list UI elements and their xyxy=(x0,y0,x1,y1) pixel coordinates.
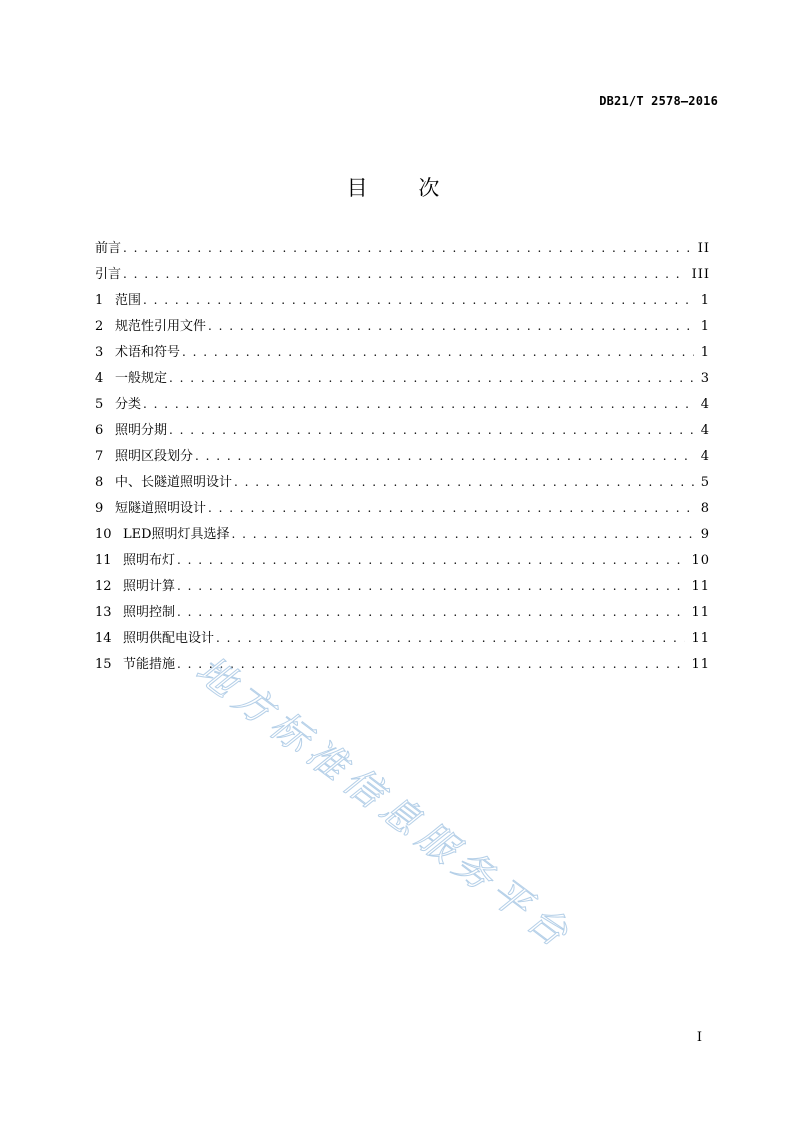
toc-leader-dots xyxy=(232,524,694,544)
toc-entry-label: 照明布灯 xyxy=(123,553,176,568)
toc-leader-dots xyxy=(143,394,694,414)
toc-entry-label: 引言 xyxy=(95,267,122,282)
toc-entry-label: 范围 xyxy=(115,293,142,308)
toc-leader-dots xyxy=(208,498,694,518)
toc-entry-number: 9 xyxy=(95,501,104,516)
toc-entry-page: 4 xyxy=(700,423,710,438)
toc-entry-1[interactable] xyxy=(95,290,710,316)
toc-entry-page: 11 xyxy=(691,631,710,646)
toc-entry-11[interactable] xyxy=(95,550,710,576)
toc-entry-number: 4 xyxy=(95,371,104,386)
toc-entry-7[interactable] xyxy=(95,446,710,472)
toc-entry-number: 11 xyxy=(95,553,112,568)
toc-entry-4[interactable] xyxy=(95,368,710,394)
page-title: 目 次 xyxy=(346,176,462,200)
toc-leader-dots xyxy=(234,472,694,492)
toc-leader-dots xyxy=(182,342,694,362)
toc-entry-label: 照明供配电设计 xyxy=(123,631,215,646)
toc-entry-label: 中、长隧道照明设计 xyxy=(115,475,233,490)
toc-leader-dots xyxy=(216,628,685,648)
toc-entry-label: 照明分期 xyxy=(115,423,168,438)
toc-entry-page: 9 xyxy=(700,527,710,542)
watermark: 地方标准信息服务平台 xyxy=(188,647,582,960)
toc-entry-page: 3 xyxy=(700,371,710,386)
toc-entry-introduction[interactable] xyxy=(95,264,710,290)
toc-entry-9[interactable] xyxy=(95,498,710,524)
toc-entry-page: II xyxy=(697,241,710,256)
toc-leader-dots xyxy=(177,576,685,596)
toc-entry-number: 7 xyxy=(95,449,104,464)
toc-entry-5[interactable] xyxy=(95,394,710,420)
toc-entry-13[interactable] xyxy=(95,602,710,628)
toc-entry-page: 11 xyxy=(691,579,710,594)
toc-entry-number: 3 xyxy=(95,345,104,360)
toc-entry-label: LED照明灯具选择 xyxy=(123,527,230,542)
toc-entry-page: 11 xyxy=(691,657,710,672)
toc-entry-number: 10 xyxy=(95,527,112,542)
toc-entry-page: 1 xyxy=(700,319,710,334)
toc-entry-page: 1 xyxy=(700,293,710,308)
toc-entry-label: 规范性引用文件 xyxy=(115,319,207,334)
toc-leader-dots xyxy=(123,264,686,284)
toc-leader-dots xyxy=(195,446,694,466)
toc-entry-8[interactable] xyxy=(95,472,710,498)
toc-entry-page: 1 xyxy=(700,345,710,360)
toc-entry-page: 4 xyxy=(700,397,710,412)
document-code: DB21/T 2578—2016 xyxy=(599,94,718,108)
toc-entry-12[interactable] xyxy=(95,576,710,602)
toc-entry-label: 照明计算 xyxy=(123,579,176,594)
toc-entry-number: 5 xyxy=(95,397,104,412)
toc-entry-number: 15 xyxy=(95,657,112,672)
toc-entry-foreword[interactable] xyxy=(95,238,710,264)
toc-entry-page: 10 xyxy=(691,553,710,568)
toc-entry-label: 照明区段划分 xyxy=(115,449,194,464)
toc-entry-number: 6 xyxy=(95,423,104,438)
toc-entry-page: III xyxy=(691,267,710,282)
toc-entry-number: 12 xyxy=(95,579,112,594)
toc-entry-label: 术语和符号 xyxy=(115,345,181,360)
toc-entry-6[interactable] xyxy=(95,420,710,446)
toc-entry-label: 照明控制 xyxy=(123,605,176,620)
toc-entry-label: 短隧道照明设计 xyxy=(115,501,207,516)
table-of-contents xyxy=(95,238,710,680)
toc-entry-14[interactable] xyxy=(95,628,710,654)
toc-leader-dots xyxy=(208,316,694,336)
toc-leader-dots xyxy=(169,368,694,388)
toc-leader-dots xyxy=(143,290,694,310)
toc-entry-number: 2 xyxy=(95,319,104,334)
toc-leader-dots xyxy=(169,420,694,440)
toc-leader-dots xyxy=(177,602,685,622)
toc-entry-3[interactable] xyxy=(95,342,710,368)
toc-entry-number: 13 xyxy=(95,605,112,620)
toc-entry-label: 前言 xyxy=(95,241,122,256)
page-number: I xyxy=(696,1030,702,1045)
toc-entry-label: 一般规定 xyxy=(115,371,168,386)
toc-leader-dots xyxy=(123,238,692,258)
toc-entry-page: 8 xyxy=(700,501,710,516)
toc-entry-number: 8 xyxy=(95,475,104,490)
toc-entry-number: 14 xyxy=(95,631,112,646)
toc-entry-page: 4 xyxy=(700,449,710,464)
toc-leader-dots xyxy=(177,550,685,570)
toc-entry-page: 5 xyxy=(700,475,710,490)
toc-entry-15[interactable] xyxy=(95,654,710,680)
toc-entry-number: 1 xyxy=(95,293,104,308)
toc-entry-label: 分类 xyxy=(115,397,142,412)
toc-entry-2[interactable] xyxy=(95,316,710,342)
toc-entry-page: 11 xyxy=(691,605,710,620)
toc-entry-label: 节能措施 xyxy=(123,657,176,672)
toc-entry-10[interactable] xyxy=(95,524,710,550)
